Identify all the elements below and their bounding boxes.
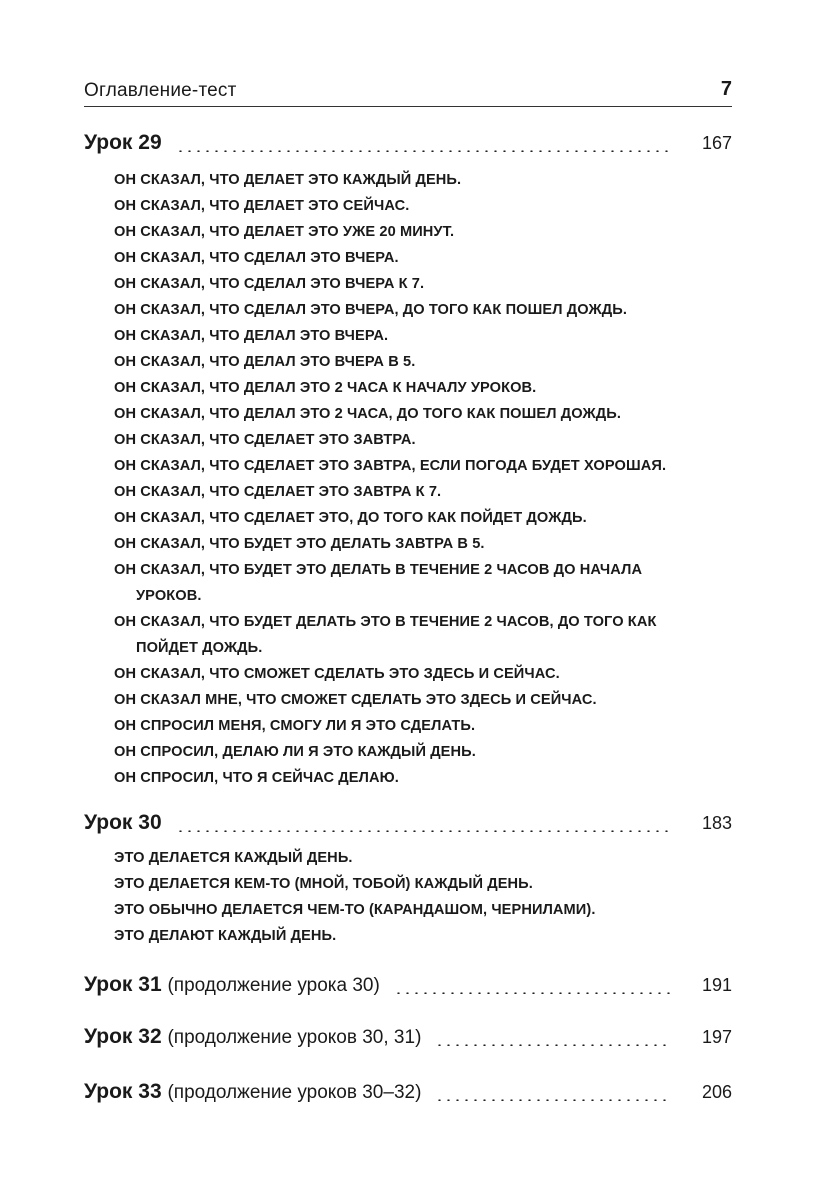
sentence-item: ЭТО ДЕЛАЕТСЯ КАЖДЫЙ ДЕНЬ. xyxy=(114,850,353,866)
running-head xyxy=(84,78,732,107)
toc-entry-lesson-30[interactable] xyxy=(84,811,732,949)
lesson-page-number: 167 xyxy=(701,133,732,153)
lesson-title: Урок 33 (продолжение уроков 30–32) xyxy=(84,1080,425,1104)
toc-entry-heading xyxy=(84,811,732,841)
sentence-item: ЭТО ДЕЛАЮТ КАЖДЫЙ ДЕНЬ. xyxy=(114,928,337,944)
sentence-item: ОН СПРОСИЛ, ДЕЛАЮ ЛИ Я ЭТО КАЖДЫЙ ДЕНЬ. xyxy=(114,744,476,760)
lesson-page-number: 191 xyxy=(701,975,732,995)
sentence-item: ОН СПРОСИЛ, ЧТО Я СЕЙЧАС ДЕЛАЮ. xyxy=(114,770,399,786)
sentence-item: ОН СКАЗАЛ, ЧТО СДЕЛАЕТ ЭТО ЗАВТРА. xyxy=(114,432,416,448)
sentence-item: ОН СКАЗАЛ, ЧТО СДЕЛАЛ ЭТО ВЧЕРА, ДО ТОГО КАК ПОШЕЛ ДОЖДЬ. xyxy=(114,302,628,318)
sentence-item: ОН СКАЗАЛ, ЧТО ДЕЛАЛ ЭТО 2 ЧАСА, ДО ТОГО КАК ПОШЕЛ ДОЖДЬ. xyxy=(114,406,622,422)
sentence-item: ОН СКАЗАЛ, ЧТО ДЕЛАЛ ЭТО ВЧЕРА В 5. xyxy=(114,354,416,370)
toc-entry-heading xyxy=(84,1025,732,1055)
sentence-item: ОН СКАЗАЛ, ЧТО ДЕЛАЕТ ЭТО КАЖДЫЙ ДЕНЬ. xyxy=(114,172,462,188)
lesson-page-number: 197 xyxy=(701,1027,732,1047)
sentence-item: ОН СКАЗАЛ, ЧТО СДЕЛАЕТ ЭТО, ДО ТОГО КАК ПОЙДЕТ ДОЖДЬ. xyxy=(114,510,587,526)
dot-leader xyxy=(176,150,670,152)
sentence-item: ОН СКАЗАЛ, ЧТО СДЕЛАЛ ЭТО ВЧЕРА К 7. xyxy=(114,276,425,292)
sentence-list xyxy=(114,167,732,791)
toc-entry-lesson-32[interactable] xyxy=(84,1025,732,1055)
sentence-item: ОН СКАЗАЛ, ЧТО БУДЕТ ДЕЛАТЬ ЭТО В ТЕЧЕНИЕ 2 ЧАСОВ, ДО ТОГО КАК ПОЙДЕТ ДОЖДЬ. xyxy=(114,614,657,656)
toc-entry-lesson-33[interactable] xyxy=(84,1080,732,1110)
sentence-item: ЭТО ОБЫЧНО ДЕЛАЕТСЯ ЧЕМ-ТО (КАРАНДАШОМ, ЧЕРНИЛАМИ). xyxy=(114,902,596,918)
sentence-item: ОН СКАЗАЛ, ЧТО ДЕЛАЛ ЭТО ВЧЕРА. xyxy=(114,328,389,344)
sentence-item: ОН СКАЗАЛ, ЧТО ДЕЛАЕТ ЭТО СЕЙЧАС. xyxy=(114,198,410,214)
sentence-item: ОН СКАЗАЛ, ЧТО СМОЖЕТ СДЕЛАТЬ ЭТО ЗДЕСЬ И СЕЙЧАС. xyxy=(114,666,560,682)
sentence-list xyxy=(114,845,732,949)
page-number: 7 xyxy=(720,78,732,100)
lesson-title: Урок 29 xyxy=(84,131,166,155)
toc-entry-heading xyxy=(84,973,732,1003)
lesson-title: Урок 31 (продолжение урока 30) xyxy=(84,973,384,997)
sentence-item: ОН СПРОСИЛ МЕНЯ, СМОГУ ЛИ Я ЭТО СДЕЛАТЬ. xyxy=(114,718,476,734)
running-head-title: Оглавление-тест xyxy=(84,80,237,101)
sentence-item: ЭТО ДЕЛАЕТСЯ КЕМ-ТО (МНОЙ, ТОБОЙ) КАЖДЫЙ ДЕНЬ. xyxy=(114,876,533,892)
sentence-item: ОН СКАЗАЛ, ЧТО СДЕЛАЛ ЭТО ВЧЕРА. xyxy=(114,250,399,266)
sentence-item: ОН СКАЗАЛ, ЧТО БУДЕТ ЭТО ДЕЛАТЬ ЗАВТРА В 5. xyxy=(114,536,485,552)
sentence-item: ОН СКАЗАЛ, ЧТО ДЕЛАЕТ ЭТО УЖЕ 20 МИНУТ. xyxy=(114,224,455,240)
lesson-subtitle: (продолжение уроков 30–32) xyxy=(167,1082,422,1103)
dot-leader xyxy=(394,992,670,994)
sentence-item: ОН СКАЗАЛ МНЕ, ЧТО СМОЖЕТ СДЕЛАТЬ ЭТО ЗДЕСЬ И СЕЙЧАС. xyxy=(114,692,597,708)
lesson-title: Урок 32 (продолжение уроков 30, 31) xyxy=(84,1025,425,1049)
dot-leader xyxy=(435,1099,670,1101)
toc-entry-heading xyxy=(84,1080,732,1110)
lesson-page-number: 206 xyxy=(701,1082,732,1102)
sentence-item: ОН СКАЗАЛ, ЧТО БУДЕТ ЭТО ДЕЛАТЬ В ТЕЧЕНИЕ 2 ЧАСОВ ДО НАЧАЛА УРОКОВ. xyxy=(114,562,643,604)
sentence-item: ОН СКАЗАЛ, ЧТО ДЕЛАЛ ЭТО 2 ЧАСА К НАЧАЛУ УРОКОВ. xyxy=(114,380,537,396)
lesson-title: Урок 30 xyxy=(84,811,166,835)
toc-entry-heading xyxy=(84,131,732,161)
dot-leader xyxy=(176,830,670,832)
toc-entry-lesson-31[interactable] xyxy=(84,973,732,1003)
dot-leader xyxy=(435,1044,670,1046)
lesson-page-number: 183 xyxy=(701,813,732,833)
lesson-subtitle: (продолжение уроков 30, 31) xyxy=(167,1027,422,1048)
sentence-item: ОН СКАЗАЛ, ЧТО СДЕЛАЕТ ЭТО ЗАВТРА К 7. xyxy=(114,484,442,500)
sentence-item: ОН СКАЗАЛ, ЧТО СДЕЛАЕТ ЭТО ЗАВТРА, ЕСЛИ ПОГОДА БУДЕТ ХОРОШАЯ. xyxy=(114,458,667,474)
lesson-subtitle: (продолжение урока 30) xyxy=(167,975,380,996)
toc-entry-lesson-29[interactable] xyxy=(84,131,732,791)
